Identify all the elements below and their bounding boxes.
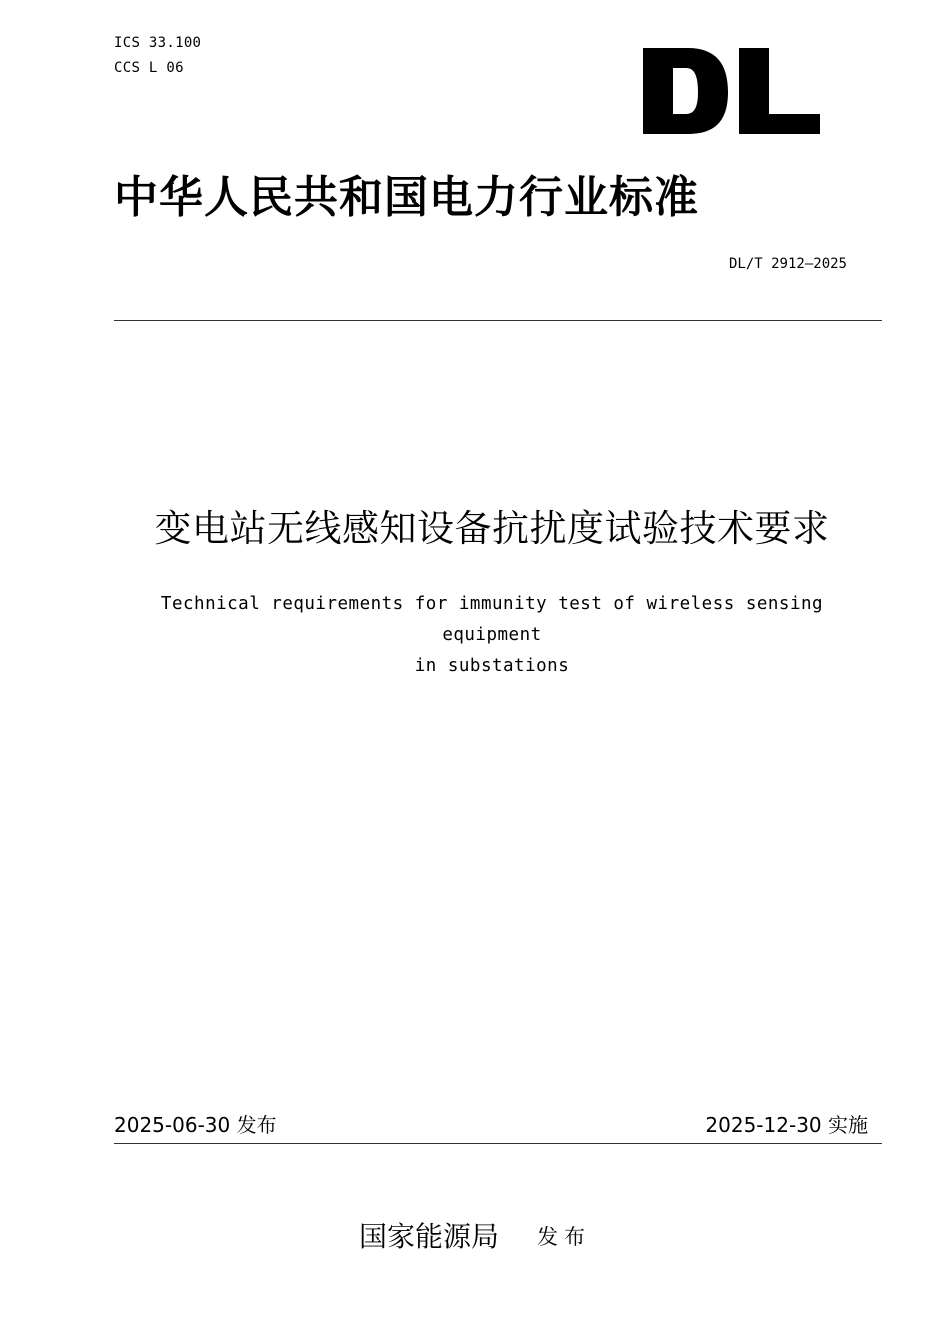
chinese-title: 变电站无线感知设备抗扰度试验技术要求 [154, 507, 830, 550]
header-divider [114, 320, 882, 321]
issue-action: 发布 [537, 1225, 591, 1249]
footer-divider [114, 1143, 882, 1144]
issuer [0, 1218, 950, 1256]
english-title-line-2: in substations [414, 656, 570, 676]
ics-code: ICS 33.100 [114, 35, 202, 51]
implementation-date: 2025-12-30 实施 [705, 1113, 868, 1137]
standard-type-title: 中华人民共和国电力行业标准 [114, 172, 699, 223]
ccs-code: CCS L 06 [114, 60, 184, 76]
publish-date: 2025-06-30 发布 [114, 1113, 277, 1137]
classification-codes [114, 31, 201, 81]
english-title-line-1: Technical requirements for immunity test of wireless sensing equipment [160, 594, 824, 645]
english-title [110, 589, 874, 682]
standard-number: DL/T 2912—2025 [728, 256, 847, 272]
dl-logo [636, 40, 826, 140]
issuing-organization: 国家能源局 [358, 1220, 499, 1253]
